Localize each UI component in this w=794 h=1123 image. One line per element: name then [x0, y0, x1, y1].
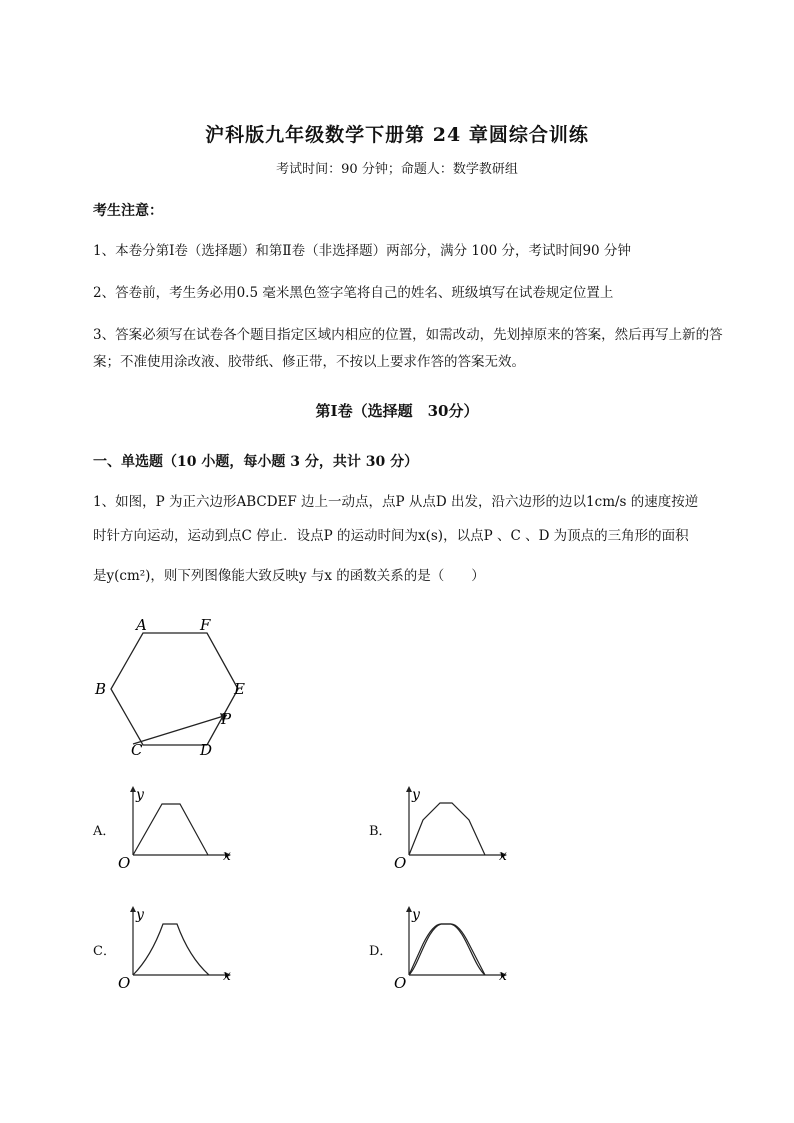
x-axis-label: x — [223, 968, 231, 984]
x-axis-label: x — [499, 848, 507, 864]
option-b-label: B． — [369, 824, 392, 839]
origin-label: O — [118, 854, 131, 872]
option-d-label: D． — [369, 944, 393, 959]
exam-info: 考试时间：90 分钟；命题人：数学教研组 — [276, 162, 518, 177]
option-c-label: C． — [93, 944, 116, 959]
x-axis-label: x — [223, 848, 231, 864]
option-a-graph — [113, 782, 243, 877]
page-title: 沪科版九年级数学下册第 24 章圆综合训练 — [205, 124, 589, 146]
option-b-curve — [409, 803, 485, 855]
hexagon-figure — [90, 612, 260, 762]
option-c-curve — [133, 924, 209, 975]
x-axis-label: x — [499, 968, 507, 984]
origin-label: O — [394, 974, 407, 992]
y-axis-label: y — [412, 787, 420, 803]
segment-cp — [133, 715, 227, 744]
hexagon-outline — [111, 633, 238, 745]
option-a-label: A． — [93, 824, 116, 839]
vertex-b: B — [95, 680, 107, 698]
y-axis-label: y — [136, 907, 144, 923]
vertex-e: E — [234, 680, 245, 698]
vertex-d: D — [200, 741, 213, 759]
vertex-a: A — [136, 616, 147, 634]
section-title: 第Ⅰ卷（选择题 30分） — [315, 402, 479, 420]
note-item-3: 3、答案必须写在试卷各个题目指定区域内相应的位置，如需改动，先划掉原来的答案，然后再写上新的答案；不准使用涂改液、胶带纸、修正带，不按以上要求作答的答案无效。 — [93, 327, 723, 370]
part-heading: 一、单选题（10 小题，每小题 3 分，共计 30 分） — [93, 454, 419, 470]
question-1-line-3: 是y(cm²)，则下列图像能大致反映y 与x 的函数关系的是（ ） — [93, 568, 485, 584]
question-1-line-2: 时针方向运动，运动到点C 停止．设点P 的运动时间为x(s)，以点P 、C 、D 为顶点的三角形的面积 — [93, 528, 689, 544]
vertex-c: C — [131, 741, 143, 759]
note-item-1: 1、本卷分第Ⅰ卷（选择题）和第Ⅱ卷（非选择题）两部分，满分 100 分，考试时间90 分钟 — [93, 243, 631, 259]
note-item-2: 2、答卷前，考生务必用0.5 毫米黑色签字笔将自己的姓名、班级填写在试卷规定位置上 — [93, 285, 614, 301]
option-d-curve-2 — [409, 924, 485, 975]
y-axis-label: y — [412, 907, 420, 923]
origin-label: O — [394, 854, 407, 872]
point-p: P — [221, 710, 232, 728]
notes-heading: 考生注意： — [93, 203, 163, 219]
option-d-graph — [389, 902, 519, 997]
question-1-line-1: 1、如图，P 为正六边形ABCDEF 边上一动点，点P 从点D 出发，沿六边形的边以1cm/s 的速度按逆 — [93, 494, 699, 510]
origin-label: O — [118, 974, 131, 992]
option-b-graph — [389, 782, 519, 877]
option-a-curve — [133, 804, 208, 855]
y-axis-label: y — [136, 787, 144, 803]
vertex-f: F — [200, 616, 211, 634]
option-c-graph — [113, 902, 243, 997]
